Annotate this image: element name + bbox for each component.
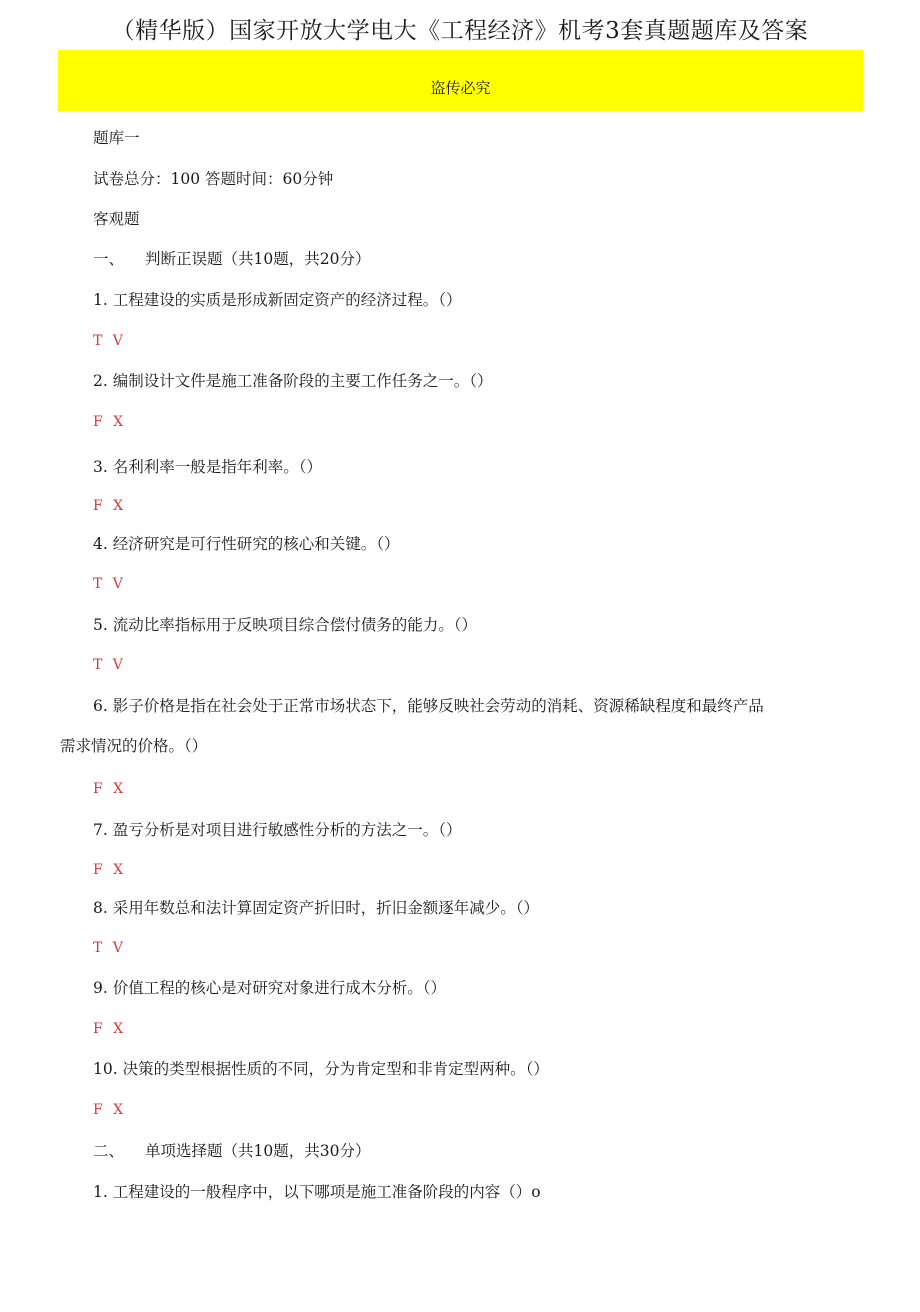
section-number: 二、 — [93, 1142, 125, 1160]
section-title: 单项选择题（共10题，共30分） — [145, 1142, 371, 1160]
question-text: 9. 价值工程的核心是对研究对象进行成木分析。（） — [93, 979, 446, 997]
answer-text: F X — [93, 781, 127, 797]
question-text: 7. 盈亏分析是对项目进行敏感性分析的方法之一。（） — [93, 821, 462, 839]
question-text: 2. 编制设计文件是施工准备阶段的主要工作任务之一。（） — [93, 372, 493, 390]
answer-text: F X — [93, 414, 127, 430]
question-text: 6. 影子价格是指在社会处于正常市场状态下，能够反映社会劳动的消耗、资源稀缺程度和最终产品 — [93, 697, 764, 715]
question-text-continuation: 需求情况的价格。（） — [60, 737, 208, 755]
question-text: 10. 决策的类型根据性质的不同，分为肯定型和非肯定型两种。（） — [93, 1060, 549, 1078]
banner — [58, 50, 863, 111]
bank-label: 题库一 — [93, 129, 140, 147]
answer-text: F X — [93, 1021, 127, 1037]
question-text: 1. 工程建设的一般程序中，以下哪项是施工准备阶段的内容（）o — [93, 1183, 541, 1201]
question-text: 5. 流动比率指标用于反映项目综合偿付债务的能力。（） — [93, 616, 477, 634]
exam-info: 试卷总分：100 答题时间：60分钟 — [93, 170, 334, 188]
answer-text: T V — [93, 657, 126, 673]
answer-text: T V — [93, 333, 126, 349]
question-text: 3. 名利利率一般是指年利率。（） — [93, 458, 322, 476]
question-text: 4. 经济研究是可行性研究的核心和关键。（） — [93, 535, 400, 553]
answer-text: F X — [93, 862, 127, 878]
answer-text: T V — [93, 576, 126, 592]
section-title: 判断正误题（共10题，共20分） — [145, 250, 371, 268]
answer-text: T V — [93, 940, 126, 956]
category-label: 客观题 — [93, 210, 140, 228]
answer-text: F X — [93, 1102, 127, 1118]
answer-text: F X — [93, 498, 127, 514]
question-text: 8. 采用年数总和法计算固定资产折旧时，折旧金额逐年减少。（） — [93, 899, 539, 917]
section-heading — [93, 248, 370, 270]
section-number: 一、 — [93, 250, 125, 268]
document-title: （精华版）国家开放大学电大《工程经济》机考3套真题题库及答案 — [111, 18, 809, 44]
question-text: 1. 工程建设的实质是形成新固定资产的经济过程。（） — [93, 291, 462, 309]
banner-text: 盗传必究 — [430, 79, 491, 97]
section-heading — [93, 1140, 370, 1162]
